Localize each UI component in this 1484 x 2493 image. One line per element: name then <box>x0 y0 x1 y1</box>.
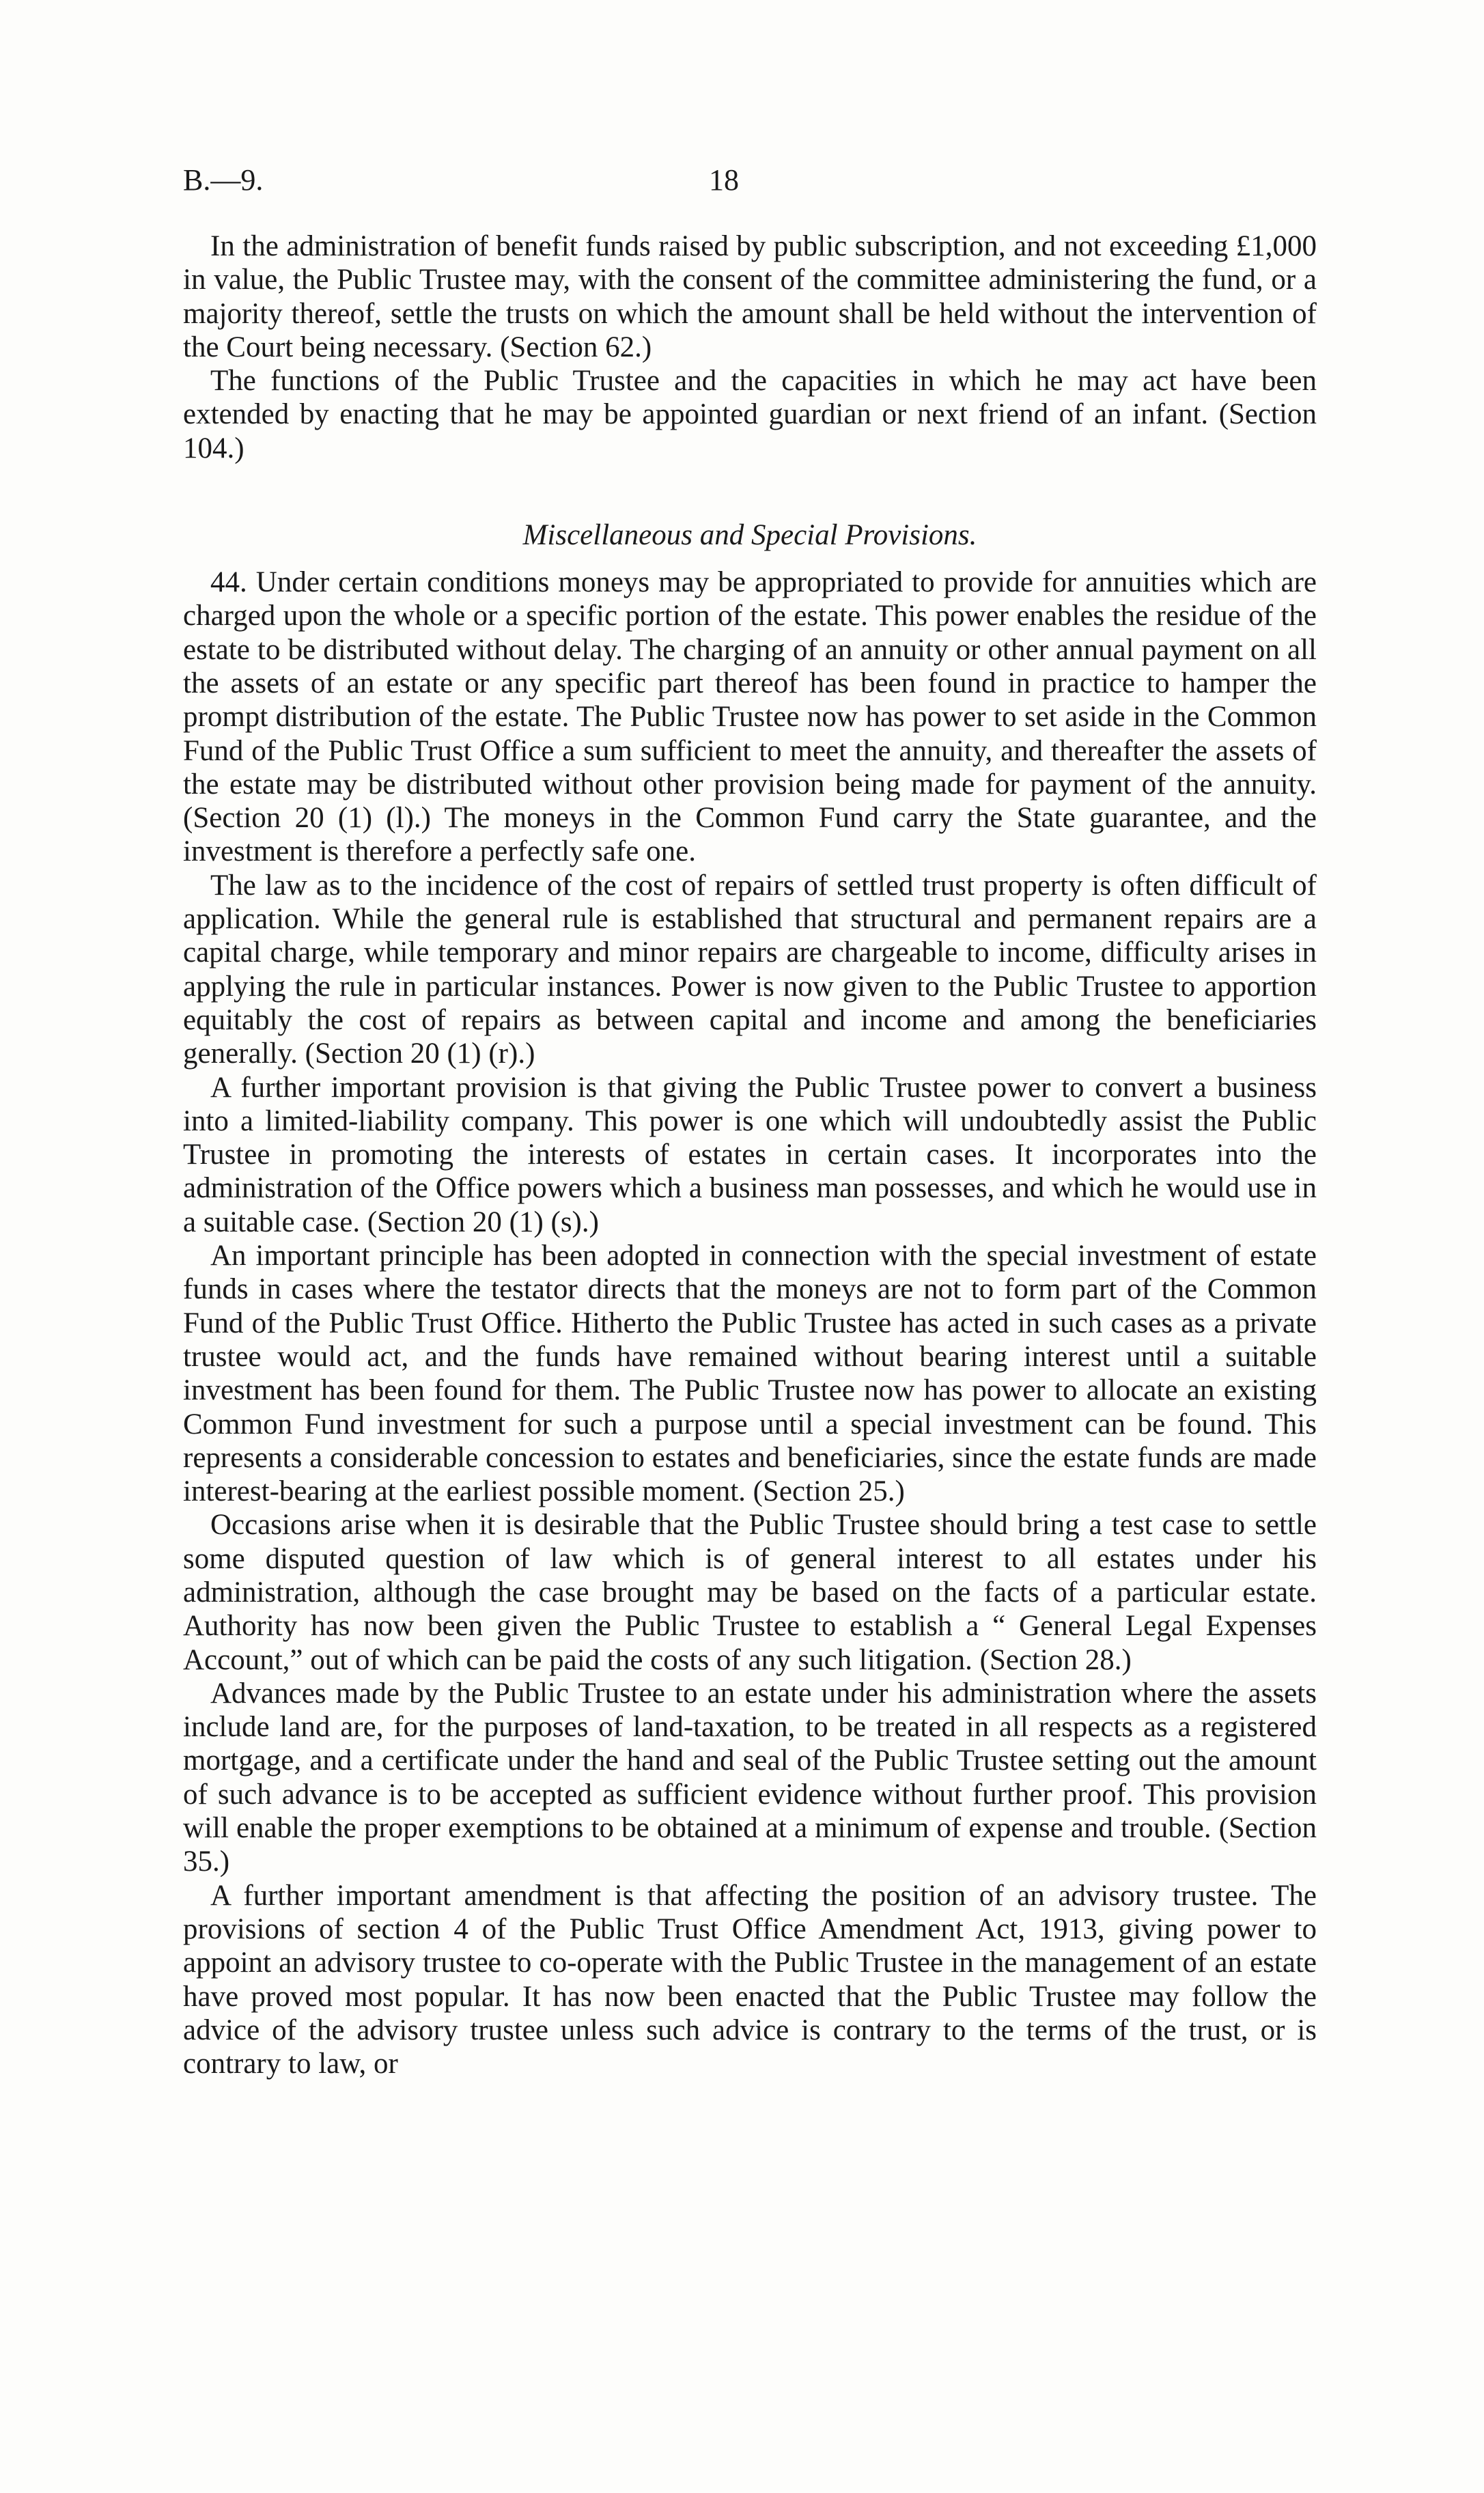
page-number: 18 <box>709 163 739 197</box>
paragraph: Occasions arise when it is desirable that the Public Trustee should bring a test case to settle some disputed question of law which is of general interest to all estates under his administration, although the case brought may be based on the facts of a particular estate. Authority has now been given the Public Trustee to establish a “ General Legal Expenses Account,” out of which can be paid the costs of any such litigation. (Section 28.) <box>183 1509 1317 1676</box>
paragraph: The law as to the incidence of the cost of repairs of settled trust property is often difficult of application. While the general rule is established that structural and permanent repairs are a capital charge, while temporary and minor repairs are chargeable to income, difficulty arises in applying the rule in particular instances. Power is now given to the Public Trustee to apportion equitably the cost of repairs as between capital and income and among the beneficiaries generally. (Section 20 (1) (r).) <box>183 869 1317 1070</box>
paragraph: A further important amendment is that affecting the position of an advisory trustee. The provisions of section 4 of the Public Trust Office Amendment Act, 1913, giving power to appoint an advisory trustee to co-operate with the Public Trustee in the management of an estate have proved most popular. It has now been enacted that the Public Trustee may follow the advice of the advisory trustee unless such advice is contrary to the terms of the trust, or is contrary to law, or <box>183 1879 1317 2080</box>
paragraph: In the administration of benefit funds raised by public subscription, and not exceeding £1,000 in value, the Public Trustee may, with the consent of the committee administering the fund, or a majority thereof, settle the trusts on which the amount shall be held without the intervention of the Court being necessary. (Section 62.) <box>183 230 1317 363</box>
paragraph: The functions of the Public Trustee and the capacities in which he may act have been extended by enacting that he may be appointed guardian or next friend of an infant. (Section 104.) <box>183 365 1317 464</box>
body-text <box>183 229 1317 2080</box>
paragraph: 44. Under certain conditions moneys may be appropriated to provide for annuities which are charged upon the whole or a specific portion of the estate. This power enables the residue of the estate to be distributed without delay. The charging of an annuity or other annual payment on all the assets of an estate or any specific part thereof has been found in practice to hamper the prompt distribution of the estate. The Public Trustee now has power to set aside in the Common Fund of the Public Trust Office a sum sufficient to meet the annuity, and thereafter the assets of the estate may be distributed without other provision being made for payment of the annuity. (Section 20 (1) (l).) The moneys in the Common Fund carry the State guarantee, and the investment is therefore a perfectly safe one. <box>183 566 1317 868</box>
document-reference: B.—9. <box>183 163 264 197</box>
paragraph: Advances made by the Public Trustee to an estate under his administration where the assets include land are, for the purposes of land-taxation, to be treated in all respects as a registered mortgage, and a certificate under the hand and seal of the Public Trustee setting out the amount of such advance is to be accepted as sufficient evidence without further proof. This provision will enable the proper exemptions to be obtained at a minimum of expense and trouble. (Section 35.) <box>183 1677 1317 1878</box>
section-heading: Miscellaneous and Special Provisions. <box>522 519 977 552</box>
page-header <box>183 163 1317 204</box>
paragraph: An important principle has been adopted in connection with the special investment of estate funds in cases where the testator directs that the moneys are not to form part of the Common Fund of the Public Trust Office. Hitherto the Public Trustee has acted in such cases as a private trustee would act, and the funds have remained without bearing interest until a suitable investment has been found for them. The Public Trustee now has power to allocate an existing Common Fund investment for such a purpose until a special investment can be found. This represents a considerable concession to estates and beneficiaries, since the estate funds are made interest-bearing at the earliest possible moment. (Section 25.) <box>183 1240 1317 1508</box>
paragraph: A further important provision is that giving the Public Trustee power to convert a business into a limited-liability company. This power is one which will undoubtedly assist the Public Trustee in promoting the interests of estates in certain cases. It incorporates into the administration of the Office powers which a business man possesses, and which he would use in a suitable case. (Section 20 (1) (s).) <box>183 1071 1317 1238</box>
